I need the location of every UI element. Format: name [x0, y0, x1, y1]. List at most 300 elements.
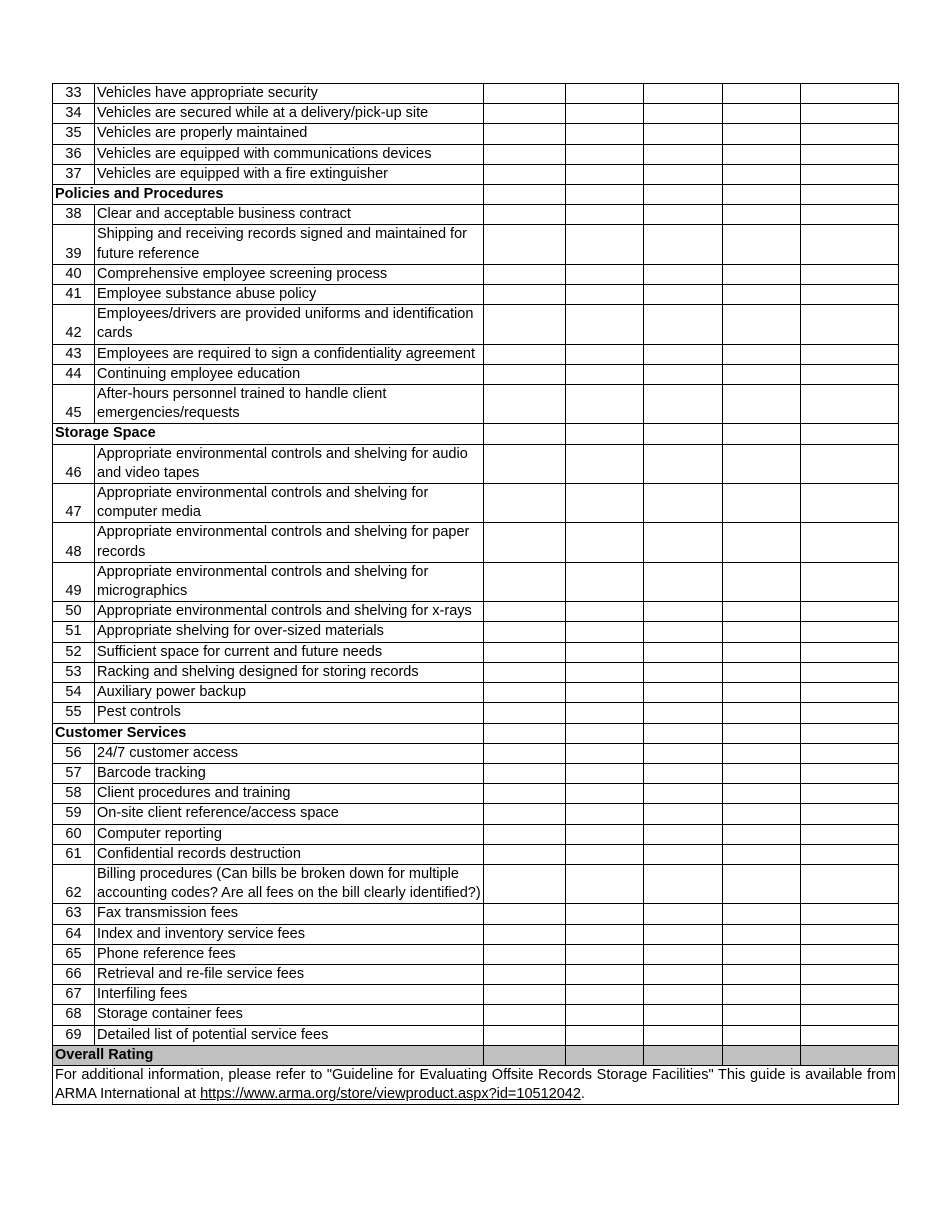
item-description: 24/7 customer access — [95, 743, 484, 763]
item-description: Storage container fees — [95, 1005, 484, 1025]
rating-cell[interactable] — [484, 804, 566, 824]
rating-cell[interactable] — [801, 904, 899, 924]
rating-cell[interactable] — [566, 84, 644, 104]
rating-cell[interactable] — [484, 763, 566, 783]
rating-cell[interactable] — [566, 164, 644, 184]
rating-cell[interactable] — [723, 104, 801, 124]
checklist-item-row — [53, 683, 899, 703]
rating-cell[interactable] — [566, 844, 644, 864]
rating-cell[interactable] — [566, 703, 644, 723]
rating-cell[interactable] — [644, 1045, 723, 1065]
item-description: After-hours personnel trained to handle client emergencies/requests — [95, 385, 484, 424]
rating-cell[interactable] — [484, 723, 566, 743]
rating-cell[interactable] — [644, 864, 723, 903]
rating-cell[interactable] — [801, 484, 899, 523]
rating-cell[interactable] — [723, 1045, 801, 1065]
item-description: On-site client reference/access space — [95, 804, 484, 824]
rating-cell[interactable] — [801, 1005, 899, 1025]
rating-cell[interactable] — [644, 225, 723, 264]
item-description: Employees/drivers are provided uniforms and identification cards — [95, 305, 484, 344]
checklist-item-row — [53, 743, 899, 763]
section-header-row — [53, 424, 899, 444]
rating-cell[interactable] — [566, 305, 644, 344]
rating-cell[interactable] — [723, 944, 801, 964]
rating-cell[interactable] — [484, 144, 566, 164]
item-description: Index and inventory service fees — [95, 924, 484, 944]
rating-cell[interactable] — [723, 264, 801, 284]
rating-cell[interactable] — [644, 662, 723, 682]
rating-cell[interactable] — [644, 484, 723, 523]
rating-cell[interactable] — [644, 285, 723, 305]
rating-cell[interactable] — [723, 305, 801, 344]
rating-cell[interactable] — [801, 562, 899, 601]
checklist-item-row — [53, 904, 899, 924]
checklist-item-row — [53, 305, 899, 344]
item-description: Fax transmission fees — [95, 904, 484, 924]
rating-cell[interactable] — [723, 84, 801, 104]
rating-cell[interactable] — [644, 985, 723, 1005]
rating-cell[interactable] — [484, 924, 566, 944]
rating-cell[interactable] — [723, 385, 801, 424]
rating-cell[interactable] — [566, 344, 644, 364]
item-description: Sufficient space for current and future needs — [95, 642, 484, 662]
item-description: Clear and acceptable business contract — [95, 205, 484, 225]
checklist-item-row — [53, 205, 899, 225]
rating-cell[interactable] — [644, 904, 723, 924]
rating-cell[interactable] — [801, 1045, 899, 1065]
rating-cell[interactable] — [723, 205, 801, 225]
item-number: 43 — [53, 344, 95, 364]
rating-cell[interactable] — [801, 703, 899, 723]
rating-cell[interactable] — [484, 1005, 566, 1025]
item-number: 52 — [53, 642, 95, 662]
rating-cell[interactable] — [801, 723, 899, 743]
rating-cell[interactable] — [484, 1045, 566, 1065]
item-description: Employees are required to sign a confidentiality agreement — [95, 344, 484, 364]
rating-cell[interactable] — [801, 804, 899, 824]
rating-cell[interactable] — [566, 1025, 644, 1045]
rating-cell[interactable] — [644, 763, 723, 783]
footnote-text-end: . — [580, 1086, 585, 1103]
rating-cell[interactable] — [484, 444, 566, 483]
rating-cell[interactable] — [801, 84, 899, 104]
rating-cell[interactable] — [566, 944, 644, 964]
rating-cell[interactable] — [566, 144, 644, 164]
rating-cell[interactable] — [723, 523, 801, 562]
checklist-item-row — [53, 523, 899, 562]
rating-cell[interactable] — [484, 104, 566, 124]
checklist-item-row — [53, 144, 899, 164]
checklist-item-row — [53, 804, 899, 824]
rating-cell[interactable] — [644, 344, 723, 364]
rating-cell[interactable] — [566, 723, 644, 743]
rating-cell[interactable] — [723, 964, 801, 984]
rating-cell[interactable] — [644, 844, 723, 864]
checklist-item-row — [53, 484, 899, 523]
item-number: 35 — [53, 124, 95, 144]
rating-cell[interactable] — [484, 562, 566, 601]
rating-cell[interactable] — [723, 804, 801, 824]
rating-cell[interactable] — [566, 904, 644, 924]
rating-cell[interactable] — [723, 602, 801, 622]
checklist-item-row — [53, 864, 899, 903]
rating-cell[interactable] — [484, 523, 566, 562]
rating-cell[interactable] — [566, 285, 644, 305]
section-title: Customer Services — [53, 723, 484, 743]
rating-cell[interactable] — [484, 743, 566, 763]
rating-cell[interactable] — [801, 344, 899, 364]
rating-cell[interactable] — [566, 484, 644, 523]
item-description: Shipping and receiving records signed and maintained for future reference — [95, 225, 484, 264]
rating-cell[interactable] — [644, 642, 723, 662]
rating-cell[interactable] — [566, 523, 644, 562]
rating-cell[interactable] — [723, 763, 801, 783]
rating-cell[interactable] — [801, 683, 899, 703]
rating-cell[interactable] — [723, 904, 801, 924]
rating-cell[interactable] — [566, 364, 644, 384]
rating-cell[interactable] — [566, 385, 644, 424]
rating-cell[interactable] — [566, 1045, 644, 1065]
rating-cell[interactable] — [484, 622, 566, 642]
footnote-text: For additional information, please refer to "Guideline for Evaluating Offsite Records Storage Facilities" This guide is available from ARMA International at — [55, 1066, 896, 1103]
item-number: 49 — [53, 562, 95, 601]
rating-cell[interactable] — [644, 824, 723, 844]
rating-cell[interactable] — [644, 1025, 723, 1045]
rating-cell[interactable] — [723, 285, 801, 305]
rating-cell[interactable] — [644, 424, 723, 444]
checklist-item-row — [53, 824, 899, 844]
rating-cell[interactable] — [723, 924, 801, 944]
rating-cell[interactable] — [566, 562, 644, 601]
rating-cell[interactable] — [484, 424, 566, 444]
rating-cell[interactable] — [801, 104, 899, 124]
rating-cell[interactable] — [566, 763, 644, 783]
rating-cell[interactable] — [723, 784, 801, 804]
item-description: Appropriate shelving for over-sized materials — [95, 622, 484, 642]
item-description: Appropriate environmental controls and shelving for audio and video tapes — [95, 444, 484, 483]
arma-guideline-link[interactable]: https://www.arma.org/store/viewproduct.aspx?id=10512042 — [200, 1086, 581, 1103]
rating-cell[interactable] — [484, 364, 566, 384]
item-description: Barcode tracking — [95, 763, 484, 783]
rating-cell[interactable] — [566, 662, 644, 682]
rating-cell[interactable] — [644, 364, 723, 384]
checklist-item-row — [53, 84, 899, 104]
rating-cell[interactable] — [566, 124, 644, 144]
rating-cell[interactable] — [484, 264, 566, 284]
rating-cell[interactable] — [644, 305, 723, 344]
footnote — [53, 1065, 899, 1104]
item-number: 42 — [53, 305, 95, 344]
rating-cell[interactable] — [801, 763, 899, 783]
rating-cell[interactable] — [801, 944, 899, 964]
item-number: 50 — [53, 602, 95, 622]
rating-cell[interactable] — [801, 523, 899, 562]
item-number: 36 — [53, 144, 95, 164]
rating-cell[interactable] — [484, 285, 566, 305]
rating-cell[interactable] — [801, 364, 899, 384]
rating-cell[interactable] — [644, 804, 723, 824]
rating-cell[interactable] — [644, 924, 723, 944]
rating-cell[interactable] — [566, 444, 644, 483]
rating-cell[interactable] — [484, 864, 566, 903]
rating-cell[interactable] — [644, 683, 723, 703]
rating-cell[interactable] — [723, 562, 801, 601]
item-description: Retrieval and re-file service fees — [95, 964, 484, 984]
rating-cell[interactable] — [723, 703, 801, 723]
checklist-item-row — [53, 104, 899, 124]
rating-cell[interactable] — [723, 662, 801, 682]
rating-cell[interactable] — [644, 964, 723, 984]
checklist-item-row — [53, 784, 899, 804]
rating-cell[interactable] — [801, 784, 899, 804]
checklist-item-row — [53, 1005, 899, 1025]
checklist-item-row — [53, 662, 899, 682]
rating-cell[interactable] — [801, 642, 899, 662]
rating-cell[interactable] — [484, 185, 566, 205]
rating-cell[interactable] — [484, 344, 566, 364]
checklist-rows — [53, 84, 899, 1046]
rating-cell[interactable] — [644, 723, 723, 743]
rating-cell[interactable] — [644, 622, 723, 642]
rating-cell[interactable] — [801, 924, 899, 944]
rating-cell[interactable] — [484, 84, 566, 104]
rating-cell[interactable] — [484, 844, 566, 864]
item-description: Employee substance abuse policy — [95, 285, 484, 305]
rating-cell[interactable] — [566, 743, 644, 763]
rating-cell[interactable] — [723, 824, 801, 844]
item-number: 44 — [53, 364, 95, 384]
rating-cell[interactable] — [484, 484, 566, 523]
rating-cell[interactable] — [484, 662, 566, 682]
rating-cell[interactable] — [801, 225, 899, 264]
rating-cell[interactable] — [644, 104, 723, 124]
checklist-item-row — [53, 642, 899, 662]
rating-cell[interactable] — [801, 743, 899, 763]
footnote-row — [53, 1065, 899, 1104]
item-description: Confidential records destruction — [95, 844, 484, 864]
rating-cell[interactable] — [484, 305, 566, 344]
rating-cell[interactable] — [801, 164, 899, 184]
rating-cell[interactable] — [723, 164, 801, 184]
rating-cell[interactable] — [801, 285, 899, 305]
rating-cell[interactable] — [566, 104, 644, 124]
checklist-item-row — [53, 924, 899, 944]
evaluation-checklist-table — [52, 83, 899, 1105]
rating-cell[interactable] — [566, 642, 644, 662]
rating-cell[interactable] — [644, 185, 723, 205]
rating-cell[interactable] — [723, 364, 801, 384]
rating-cell[interactable] — [723, 743, 801, 763]
item-number: 67 — [53, 985, 95, 1005]
rating-cell[interactable] — [644, 743, 723, 763]
item-number: 62 — [53, 864, 95, 903]
rating-cell[interactable] — [644, 84, 723, 104]
item-number: 66 — [53, 964, 95, 984]
rating-cell[interactable] — [566, 964, 644, 984]
rating-cell[interactable] — [566, 225, 644, 264]
checklist-item-row — [53, 1025, 899, 1045]
item-number: 65 — [53, 944, 95, 964]
rating-cell[interactable] — [801, 844, 899, 864]
item-number: 53 — [53, 662, 95, 682]
item-description: Comprehensive employee screening process — [95, 264, 484, 284]
overall-rating-row — [53, 1045, 899, 1065]
item-description: Vehicles are equipped with communications devices — [95, 144, 484, 164]
rating-cell[interactable] — [723, 985, 801, 1005]
rating-cell[interactable] — [566, 784, 644, 804]
rating-cell[interactable] — [566, 424, 644, 444]
item-description: Auxiliary power backup — [95, 683, 484, 703]
rating-cell[interactable] — [801, 424, 899, 444]
item-number: 47 — [53, 484, 95, 523]
rating-cell[interactable] — [644, 444, 723, 483]
checklist-item-row — [53, 964, 899, 984]
rating-cell[interactable] — [644, 144, 723, 164]
item-description: Pest controls — [95, 703, 484, 723]
rating-cell[interactable] — [566, 205, 644, 225]
rating-cell[interactable] — [801, 444, 899, 483]
rating-cell[interactable] — [484, 964, 566, 984]
rating-cell[interactable] — [484, 225, 566, 264]
item-description: Vehicles are secured while at a delivery/pick-up site — [95, 104, 484, 124]
rating-cell[interactable] — [801, 264, 899, 284]
rating-cell[interactable] — [644, 562, 723, 601]
rating-cell[interactable] — [723, 344, 801, 364]
item-number: 58 — [53, 784, 95, 804]
item-number: 55 — [53, 703, 95, 723]
rating-cell[interactable] — [801, 964, 899, 984]
item-number: 69 — [53, 1025, 95, 1045]
rating-cell[interactable] — [723, 124, 801, 144]
rating-cell[interactable] — [644, 703, 723, 723]
rating-cell[interactable] — [484, 703, 566, 723]
rating-cell[interactable] — [801, 985, 899, 1005]
rating-cell[interactable] — [801, 305, 899, 344]
rating-cell[interactable] — [723, 225, 801, 264]
rating-cell[interactable] — [801, 124, 899, 144]
rating-cell[interactable] — [566, 1005, 644, 1025]
item-number: 51 — [53, 622, 95, 642]
rating-cell[interactable] — [484, 1025, 566, 1045]
rating-cell[interactable] — [723, 723, 801, 743]
rating-cell[interactable] — [644, 264, 723, 284]
rating-cell[interactable] — [484, 385, 566, 424]
item-number: 59 — [53, 804, 95, 824]
rating-cell[interactable] — [644, 602, 723, 622]
rating-cell[interactable] — [801, 1025, 899, 1045]
checklist-item-row — [53, 944, 899, 964]
item-number: 38 — [53, 205, 95, 225]
checklist-item-row — [53, 622, 899, 642]
item-description: Continuing employee education — [95, 364, 484, 384]
rating-cell[interactable] — [723, 185, 801, 205]
rating-cell[interactable] — [723, 144, 801, 164]
rating-cell[interactable] — [801, 185, 899, 205]
rating-cell[interactable] — [484, 944, 566, 964]
rating-cell[interactable] — [644, 205, 723, 225]
rating-cell[interactable] — [566, 264, 644, 284]
item-number: 64 — [53, 924, 95, 944]
rating-cell[interactable] — [644, 944, 723, 964]
rating-cell[interactable] — [566, 804, 644, 824]
rating-cell[interactable] — [801, 662, 899, 682]
item-description: Billing procedures (Can bills be broken down for multiple accounting codes? Are all fees on the bill clearly identified?) — [95, 864, 484, 903]
rating-cell[interactable] — [566, 985, 644, 1005]
rating-cell[interactable] — [801, 864, 899, 903]
rating-cell[interactable] — [801, 824, 899, 844]
rating-cell[interactable] — [484, 824, 566, 844]
item-number: 40 — [53, 264, 95, 284]
rating-cell[interactable] — [723, 424, 801, 444]
rating-cell[interactable] — [566, 602, 644, 622]
rating-cell[interactable] — [566, 185, 644, 205]
rating-cell[interactable] — [644, 385, 723, 424]
rating-cell[interactable] — [484, 784, 566, 804]
item-description: Client procedures and training — [95, 784, 484, 804]
checklist-item-row — [53, 844, 899, 864]
item-number: 33 — [53, 84, 95, 104]
item-description: Appropriate environmental controls and shelving for x-rays — [95, 602, 484, 622]
rating-cell[interactable] — [723, 622, 801, 642]
rating-cell[interactable] — [566, 864, 644, 903]
item-number: 56 — [53, 743, 95, 763]
item-number: 54 — [53, 683, 95, 703]
rating-cell[interactable] — [484, 904, 566, 924]
rating-cell[interactable] — [723, 683, 801, 703]
rating-cell[interactable] — [723, 1005, 801, 1025]
item-description: Appropriate environmental controls and shelving for micrographics — [95, 562, 484, 601]
item-description: Racking and shelving designed for storing records — [95, 662, 484, 682]
rating-cell[interactable] — [801, 602, 899, 622]
rating-cell[interactable] — [801, 385, 899, 424]
rating-cell[interactable] — [723, 1025, 801, 1045]
rating-cell[interactable] — [801, 144, 899, 164]
rating-cell[interactable] — [644, 1005, 723, 1025]
item-description: Interfiling fees — [95, 985, 484, 1005]
rating-cell[interactable] — [644, 164, 723, 184]
item-number: 45 — [53, 385, 95, 424]
rating-cell[interactable] — [723, 864, 801, 903]
checklist-item-row — [53, 985, 899, 1005]
rating-cell[interactable] — [484, 683, 566, 703]
item-number: 57 — [53, 763, 95, 783]
rating-cell[interactable] — [723, 844, 801, 864]
item-description: Computer reporting — [95, 824, 484, 844]
rating-cell[interactable] — [723, 642, 801, 662]
rating-cell[interactable] — [484, 642, 566, 662]
rating-cell[interactable] — [566, 924, 644, 944]
rating-cell[interactable] — [484, 164, 566, 184]
item-description: Vehicles are properly maintained — [95, 124, 484, 144]
rating-cell[interactable] — [484, 124, 566, 144]
item-number: 48 — [53, 523, 95, 562]
rating-cell[interactable] — [566, 622, 644, 642]
rating-cell[interactable] — [644, 124, 723, 144]
checklist-item-row — [53, 385, 899, 424]
rating-cell[interactable] — [566, 683, 644, 703]
rating-cell[interactable] — [801, 205, 899, 225]
rating-cell[interactable] — [644, 784, 723, 804]
rating-cell[interactable] — [644, 523, 723, 562]
checklist-item-row — [53, 225, 899, 264]
rating-cell[interactable] — [723, 444, 801, 483]
rating-cell[interactable] — [566, 824, 644, 844]
rating-cell[interactable] — [484, 985, 566, 1005]
rating-cell[interactable] — [484, 602, 566, 622]
rating-cell[interactable] — [723, 484, 801, 523]
rating-cell[interactable] — [484, 205, 566, 225]
rating-cell[interactable] — [801, 622, 899, 642]
